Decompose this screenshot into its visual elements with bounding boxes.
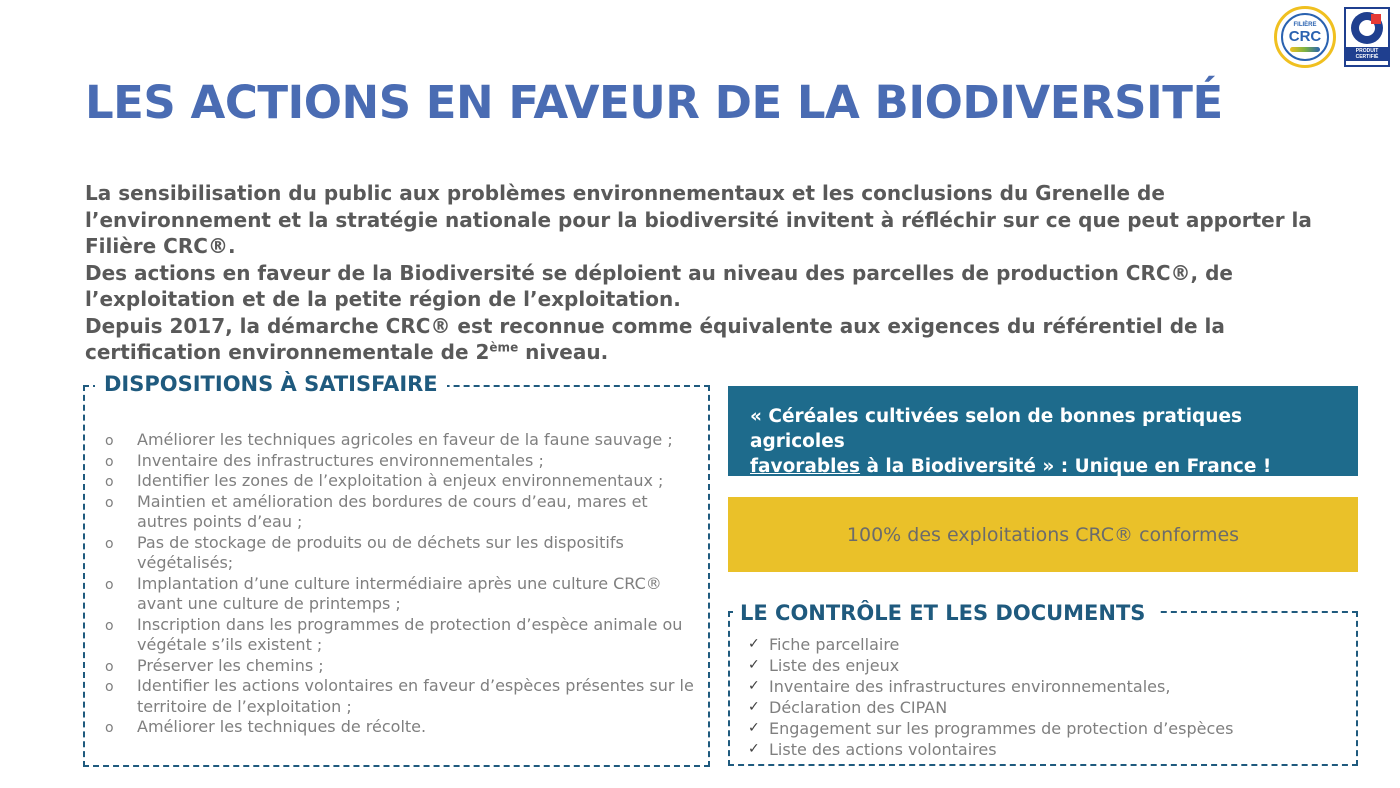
filiere-crc-logo [1274,6,1336,68]
intro-paragraph-1: La sensibilisation du public aux problèmes environnementaux et les conclusions du Grenelle de l’environnement et la stratégie nationale pour la biodiversité invitent à réfléchir sur ce que peut apporter la Filière CRC®. [85,181,1312,258]
intro-text [85,180,1345,366]
intro-paragraph-2: Des actions en faveur de la Biodiversité se déploient au niveau des parcelles de production CRC®, de l’exploitation et de la petite région de l’exploitation. [85,260,1233,311]
check-item: ✓ Liste des enjeux [748,655,1348,676]
crc-logo-text: CRC [1288,28,1322,45]
intro-paragraph-3 [85,313,1345,366]
conformity-banner [728,497,1358,572]
list-item: o Inscription dans les programmes de protection d’espèce animale ou végétale s’ils existent ; [105,615,703,656]
list-item: o Maintien et amélioration des bordures de cours d’eau, mares et autres points d’eau ; [105,492,703,533]
conformity-text: 100% des exploitations CRC® conformes [846,523,1240,546]
intro-paragraph-3-text: Depuis 2017, la démarche CRC® est reconnue comme équivalente aux exigences du référentiel de la certification environnementale de 2 [85,313,1225,364]
check-item: ✓ Inventaire des infrastructures environnementales, [748,676,1348,697]
crc-logo-caption: FILIÈRE [1293,22,1317,28]
page-title: LES ACTIONS EN FAVEUR DE LA BIODIVERSITÉ [85,76,1223,129]
list-item: o Identifier les actions volontaires en faveur d’espèces présentes sur le territoire de l’exploitation ; [105,676,703,717]
ordinal-superscript: ème [489,340,519,355]
dispositions-title: DISPOSITIONS À SATISFAIRE [95,372,447,396]
list-item: o Identifier les zones de l’exploitation à enjeux environnementaux ; [105,471,703,492]
check-item: ✓ Fiche parcellaire [748,634,1348,655]
check-item: ✓ Liste des actions volontaires [748,739,1348,760]
quote-line-2: à la Biodiversité » : Unique en France ! [860,456,1272,477]
list-item: o Préserver les chemins ; [105,656,703,677]
list-item: o Implantation d’une culture intermédiaire après une culture CRC® avant une culture de printemps ; [105,574,703,615]
produit-certifie-label: PRODUIT CERTIFIÉ [1346,47,1388,61]
list-item: o Pas de stockage de produits ou de déchets sur les dispositifs végétalisés; [105,533,703,574]
intro-paragraph-3-end: niveau. [518,340,609,364]
list-item: o Améliorer les techniques agricoles en faveur de la faune sauvage ; [105,430,703,451]
quote-banner [728,386,1358,476]
controle-list [748,634,1348,760]
certification-logos [1274,6,1390,68]
quote-underlined-word: favorables [750,456,861,477]
check-item: ✓ Déclaration des CIPAN [748,697,1348,718]
crc-logo-wave-icon [1290,47,1320,52]
list-item: o Améliorer les techniques de récolte. [105,717,703,738]
quote-line-1: « Céréales cultivées selon de bonnes pratiques agricoles [750,406,1243,452]
produit-certifie-logo [1344,7,1390,67]
check-item: ✓ Engagement sur les programmes de protection d’espèces [748,718,1348,739]
dispositions-list [105,430,703,738]
controle-title: LE CONTRÔLE ET LES DOCUMENTS [733,601,1157,625]
q-mark-icon [1351,12,1383,44]
list-item: o Inventaire des infrastructures environnementales ; [105,451,703,472]
